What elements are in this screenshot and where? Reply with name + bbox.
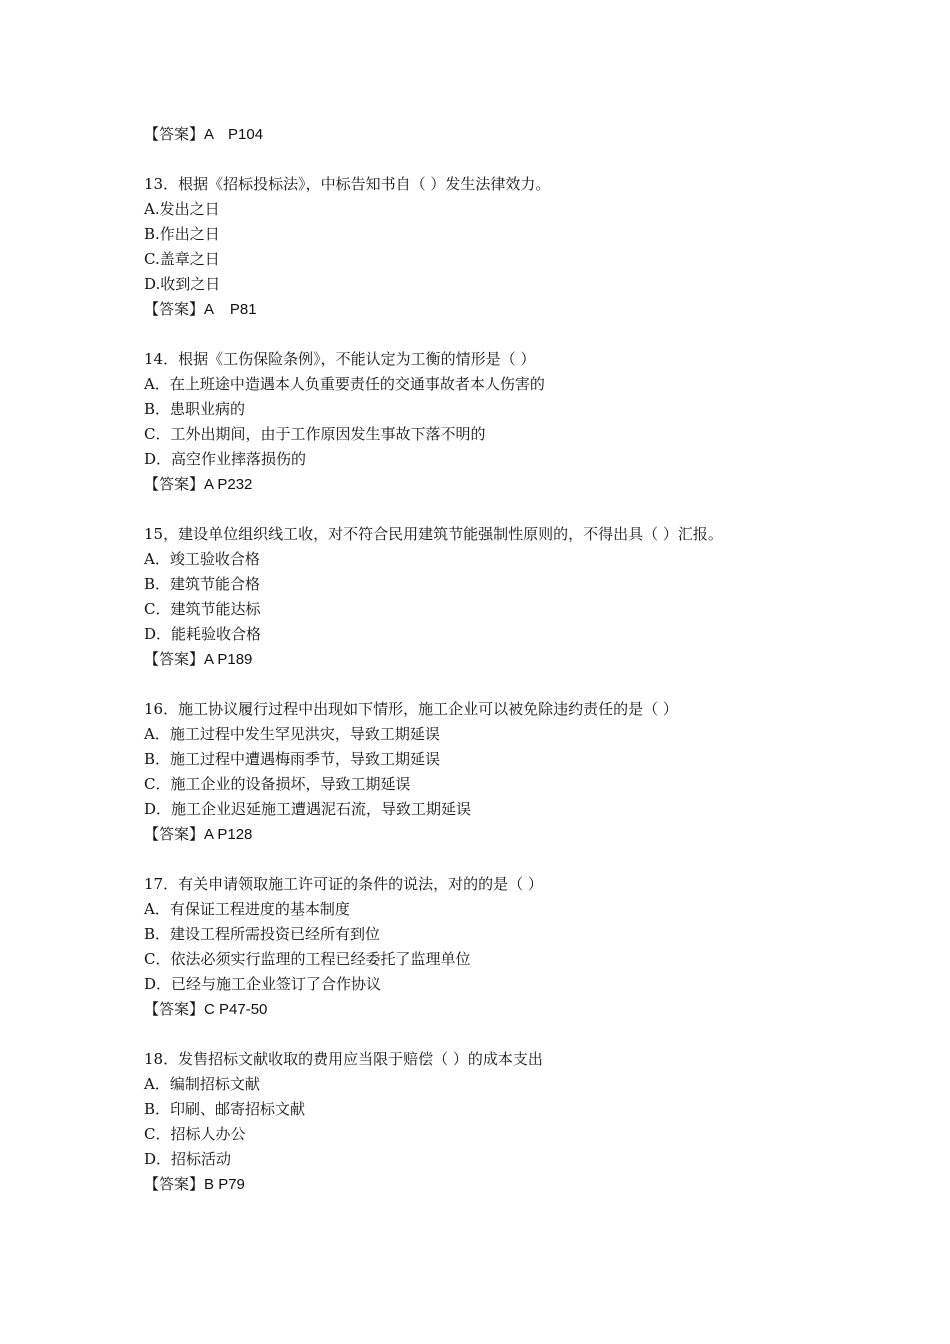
answer-page: P104 xyxy=(228,126,264,143)
question-block xyxy=(144,347,824,522)
question-option: D.收到之日 xyxy=(144,275,221,293)
question-option: B.作出之日 xyxy=(144,225,220,243)
question-option: C．施工企业的设备损坏，导致工期延误 xyxy=(144,775,411,793)
question-option: A．在上班途中造遇本人负重要责任的交通事故者本人伤害的 xyxy=(144,375,545,393)
answer-line xyxy=(144,997,824,1022)
answer-text: A P232 xyxy=(204,476,253,493)
question-option: C．依法必须实行监理的工程已经委托了监理单位 xyxy=(144,950,471,968)
question-stem: 13．根据《招标投标法》，中标告知书自（ ）发生法律效力。 xyxy=(144,175,551,193)
question-option: B．印刷、邮寄招标文献 xyxy=(144,1100,306,1118)
question-option: C.盖章之日 xyxy=(144,250,220,268)
question-block xyxy=(144,522,824,697)
answer-line xyxy=(144,472,824,497)
answer-bracket: 【答案】 xyxy=(144,300,205,318)
answer-bracket: 【答案】 xyxy=(144,1000,205,1018)
answer-text: A P81 xyxy=(204,301,257,318)
question-block xyxy=(144,697,824,872)
question-option: C．招标人办公 xyxy=(144,1125,246,1143)
question-option: D．能耗验收合格 xyxy=(144,625,262,643)
answer-line xyxy=(144,297,824,322)
answer-bracket: 【答案】 xyxy=(144,825,205,843)
answer-line xyxy=(144,1172,824,1197)
answer-line-12 xyxy=(144,122,824,147)
question-option: A．编制招标文献 xyxy=(144,1075,260,1093)
question-stem: 16．施工协议履行过程中出现如下情形，施工企业可以被免除违约责任的是（ ） xyxy=(144,700,678,718)
answer-bracket: 【答案】 xyxy=(144,1175,205,1193)
question-block xyxy=(144,172,824,347)
question-option: B．建设工程所需投资已经所有到位 xyxy=(144,925,381,943)
question-option: D．已经与施工企业签订了合作协议 xyxy=(144,975,382,993)
question-stem: 17．有关申请领取施工许可证的条件的说法，对的的是（ ） xyxy=(144,875,543,893)
question-option: D．施工企业迟延施工遭遇泥石流，导致工期延误 xyxy=(144,800,472,818)
question-option: D．高空作业摔落损伤的 xyxy=(144,450,307,468)
answer-text: B P79 xyxy=(204,1176,245,1193)
question-option: B．施工过程中遭遇梅雨季节，导致工期延误 xyxy=(144,750,441,768)
answer-text: A P189 xyxy=(204,651,253,668)
question-option: A．有保证工程进度的基本制度 xyxy=(144,900,350,918)
question-block xyxy=(144,1047,824,1197)
answer-line xyxy=(144,647,824,672)
answer-bracket: 【答案】 xyxy=(144,125,205,143)
question-stem: 18．发售招标文献收取的费用应当限于赔偿（ ）的成本支出 xyxy=(144,1050,543,1068)
answer-text: C P47-50 xyxy=(204,1001,268,1018)
question-list xyxy=(144,172,824,1197)
question-option: C．建筑节能达标 xyxy=(144,600,261,618)
question-option: C．工外出期间，由于工作原因发生事故下落不明的 xyxy=(144,425,486,443)
question-option: A．竣工验收合格 xyxy=(144,550,260,568)
question-option: D．招标活动 xyxy=(144,1150,232,1168)
question-option: A.发出之日 xyxy=(144,200,220,218)
answer-bracket: 【答案】 xyxy=(144,650,205,668)
question-option: B．患职业病的 xyxy=(144,400,246,418)
question-stem: 15，建设单位组织线工收，对不符合民用建筑节能强制性原则的，不得出具（ ）汇报。 xyxy=(144,525,723,543)
question-block xyxy=(144,872,824,1047)
answer-text: A P128 xyxy=(204,826,253,843)
question-stem: 14．根据《工伤保险条例》，不能认定为工衡的情形是（ ） xyxy=(144,350,536,368)
answer-bracket: 【答案】 xyxy=(144,475,205,493)
question-option: B．建筑节能合格 xyxy=(144,575,261,593)
document-page xyxy=(144,122,824,1197)
answer-value: A xyxy=(204,126,215,143)
question-option: A．施工过程中发生罕见洪灾，导致工期延误 xyxy=(144,725,440,743)
answer-line xyxy=(144,822,824,847)
